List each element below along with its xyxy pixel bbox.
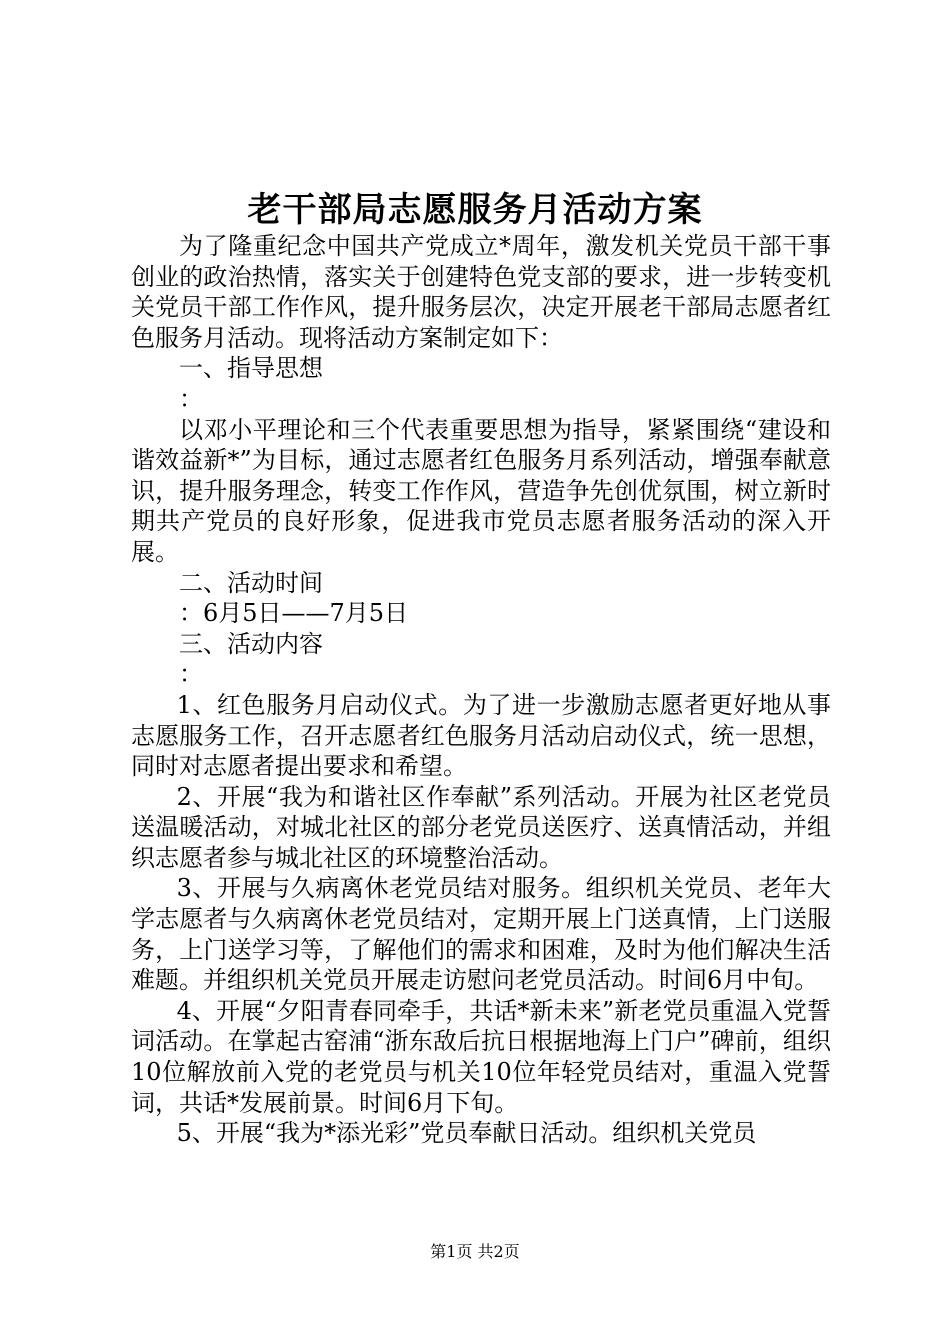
section-heading-activity-time: 二、活动时间 xyxy=(179,568,323,597)
content-item-3: 3、开展与久病离休老党员结对服务。组织机关党员、老年大学志愿者与久病离休老党员结对，定期开展上门送真情，上门送服务，上门送学习等，了解他们的需求和困难，及时为他们解决生活难题。并组织机关党员开展走访慰问老党员活动。时间6月中旬。 xyxy=(131,874,831,995)
intro-paragraph: 为了隆重纪念中国共产党成立*周年，激发机关党员干部干事创业的政治热情，落实关于创建特色党支部的要求，进一步转变机关党员干部工作作风，提升服务层次，决定开展老干部局志愿者红色服务月活动。现将活动方案制定如下： xyxy=(131,232,831,352)
content-item-2: 2、开展“我为和谐社区作奉献”系列活动。开展为社区老党员送温暖活动，对城北社区的部分老党员送医疗、送真情活动，并组织志愿者参与城北社区的环境整治活动。 xyxy=(131,782,831,872)
section-heading-guiding-thought: 一、指导思想 xyxy=(179,354,323,383)
section-colon: ： xyxy=(179,384,203,413)
section-heading-activity-content: 三、活动内容 xyxy=(179,629,323,658)
page-footer: 第1页 共2页 xyxy=(430,1242,520,1261)
section-colon: ： xyxy=(179,660,203,689)
document-body xyxy=(131,231,831,1149)
activity-time-value: ：6月5日——7月5日 xyxy=(179,599,409,628)
content-item-1: 1、红色服务月启动仪式。为了进一步激励志愿者更好地从事志愿服务工作，召开志愿者红色服务月活动启动仪式，统一思想，同时对志愿者提出要求和希望。 xyxy=(131,690,831,781)
content-item-4: 4、开展“夕阳青春同牵手，共话*新未来”新老党员重温入党誓词活动。在掌起古窑浦“浙东敌后抗日根据地海上门户”碑前，组织10位解放前入党的老党员与机关10位年轻党员结对，重温入党誓词，共话*发展前景。时间6月下旬。 xyxy=(131,996,831,1117)
content-item-5: 5、开展“我为*添光彩”党员奉献日活动。组织机关党员 xyxy=(176,1119,757,1148)
document-title: 老干部局志愿服务月活动方案 xyxy=(247,190,703,230)
guiding-thought-paragraph: 以邓小平理论和三个代表重要思想为指导，紧紧围绕“建设和谐效益新*”为目标，通过志愿者红色服务月系列活动，增强奉献意识，提升服务理念，转变工作作风，营造争先创优氛围，树立新时期共产党员的良好形象，促进我市党员志愿者服务活动的深入开展。 xyxy=(131,415,831,566)
